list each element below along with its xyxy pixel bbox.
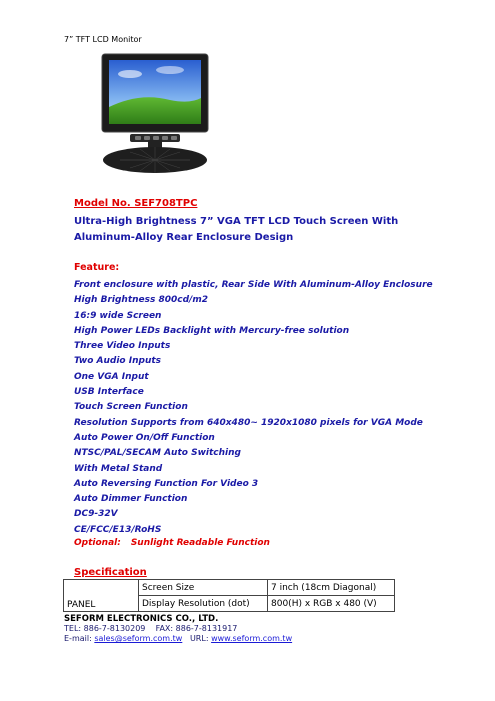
spec-label-cell: Screen Size: [139, 580, 268, 596]
feature-item: Two Audio Inputs: [74, 356, 162, 367]
feature-item: USB Interface: [74, 387, 144, 398]
feature-item: High Power LEDs Backlight with Mercury-free solution: [74, 325, 350, 336]
fax-text: FAX: 886-7-8131917: [155, 624, 238, 633]
email-link[interactable]: sales@seform.com.tw: [94, 634, 183, 643]
tel-text: TEL: 886-7-8130209: [64, 624, 146, 633]
optional-value: Sunlight Readable Function: [130, 538, 270, 548]
feature-heading: Feature:: [74, 262, 120, 273]
product-title-line-2: Aluminum-Alloy Rear Enclosure Design: [74, 232, 294, 243]
feature-item: 16:9 wide Screen: [74, 310, 162, 321]
web-line: [64, 634, 292, 644]
product-title: [74, 214, 398, 246]
specification-table: [63, 579, 395, 612]
optional-label: Optional:: [74, 538, 121, 548]
spec-value-cell: 7 inch (18cm Diagonal): [268, 580, 395, 596]
feature-item: Auto Dimmer Function: [74, 494, 188, 505]
feature-item: CE/FCC/E13/RoHS: [74, 524, 162, 535]
feature-item: Touch Screen Function: [74, 402, 188, 413]
feature-item: Auto Reversing Function For Video 3: [74, 478, 259, 489]
feature-item: Resolution Supports from 640x480~ 1920x1080 pixels for VGA Mode: [74, 417, 423, 428]
feature-item: Three Video Inputs: [74, 341, 171, 352]
feature-item: NTSC/PAL/SECAM Auto Switching: [74, 448, 241, 459]
feature-item: One VGA Input: [74, 371, 149, 382]
table-row: [64, 580, 395, 596]
phone-line: [64, 624, 292, 634]
page-header: 7” TFT LCD Monitor: [64, 35, 142, 44]
company-footer: [64, 614, 292, 644]
feature-item: DC9-32V: [74, 509, 118, 520]
feature-item: High Brightness 800cd/m2: [74, 295, 208, 306]
model-number: Model No. SEF708TPC: [74, 198, 198, 209]
email-label: E-mail:: [64, 634, 92, 643]
website-link[interactable]: www.seform.com.tw: [211, 634, 293, 643]
company-name: SEFORM ELECTRONICS CO., LTD.: [64, 614, 219, 624]
feature-item: With Metal Stand: [74, 463, 163, 474]
specification-heading: Specification: [74, 567, 147, 578]
spec-group-cell: PANEL: [64, 580, 139, 612]
spec-label-cell: Display Resolution (dot): [139, 596, 268, 612]
url-label: URL:: [189, 634, 209, 643]
feature-list: [74, 278, 433, 538]
spec-value-cell: 800(H) x RGB x 480 (V): [268, 596, 395, 612]
monitor-product-image: [100, 52, 210, 174]
product-title-line-1: Ultra-High Brightness 7” VGA TFT LCD Touch Screen With: [74, 216, 399, 227]
feature-item: Front enclosure with plastic, Rear Side With Aluminum-Alloy Enclosure: [74, 280, 433, 290]
feature-item: Auto Power On/Off Function: [74, 432, 215, 443]
optional-feature: [74, 538, 270, 548]
